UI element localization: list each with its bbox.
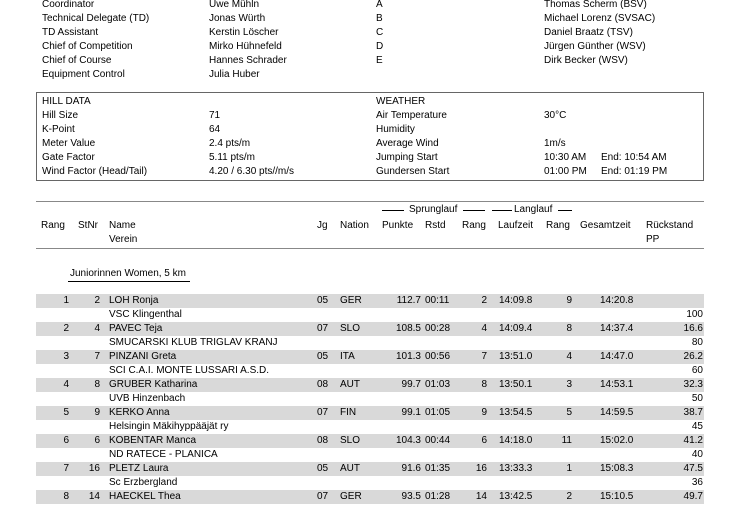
result-row [36, 378, 704, 392]
jump-points: 101.3 [395, 351, 421, 362]
nation: AUT [340, 379, 360, 390]
jump-rank: 6 [481, 435, 487, 446]
hill-value: 71 [209, 110, 221, 121]
result-row [36, 322, 704, 336]
hill-label: Meter Value [42, 138, 96, 149]
result-club-row [36, 364, 704, 378]
result-club-row [36, 392, 704, 406]
header-gesamtzeit: Gesamtzeit [580, 220, 631, 231]
birth-year: 05 [317, 295, 329, 306]
rank: 7 [63, 463, 69, 474]
pp-points: 60 [691, 365, 703, 376]
result-row [36, 434, 704, 448]
jump-time-gap: 00:44 [425, 435, 451, 446]
jump-rank: 14 [475, 491, 487, 502]
hill-label: Wind Factor (Head/Tail) [42, 166, 148, 177]
header-jg: Jg [317, 220, 328, 231]
total-time: 15:02.0 [600, 435, 634, 446]
rank: 8 [63, 491, 69, 502]
jump-rank: 2 [481, 295, 487, 306]
hill-label: Hill Size [42, 110, 79, 121]
xc-time: 13:42.5 [499, 491, 533, 502]
official-name: Kerstin Löscher [209, 27, 279, 38]
jump-points: 93.5 [401, 491, 421, 502]
judge-name: Jürgen Günther (WSV) [544, 41, 646, 52]
nation: FIN [340, 407, 357, 418]
jump-points: 99.7 [401, 379, 421, 390]
xc-time: 14:09.4 [499, 323, 533, 334]
official-role: Coordinator [42, 0, 95, 10]
club: Sc Erzbergland [109, 477, 178, 488]
header-punkte: Punkte [382, 220, 414, 231]
category-title: Juniorinnen Women, 5 km [70, 268, 186, 279]
result-club-row [36, 308, 704, 322]
total-time: 15:10.5 [600, 491, 634, 502]
result-row [36, 294, 704, 308]
weather-value: 1m/s [544, 138, 566, 149]
bib: 16 [88, 463, 100, 474]
result-club-row [36, 420, 704, 434]
birth-year: 07 [317, 323, 329, 334]
birth-year: 08 [317, 435, 329, 446]
header-verein: Verein [109, 234, 138, 245]
total-time: 14:47.0 [600, 351, 634, 362]
weather-extra: End: 01:19 PM [601, 166, 668, 177]
club: VSC Klingenthal [109, 309, 182, 320]
time-behind: 32.3 [683, 379, 703, 390]
official-role: Chief of Competition [42, 41, 133, 52]
athlete-name: PAVEC Teja [109, 323, 163, 334]
time-behind: 38.7 [683, 407, 703, 418]
results-header-rule [36, 248, 704, 249]
official-name: Hannes Schrader [209, 55, 287, 66]
pp-points: 36 [691, 477, 703, 488]
judge-letter: E [376, 55, 383, 66]
bib: 4 [94, 323, 100, 334]
xc-time: 13:51.0 [499, 351, 533, 362]
athlete-name: GRUBER Katharina [109, 379, 198, 390]
nation: GER [340, 295, 362, 306]
group-rule-left-xc [492, 210, 512, 211]
official-name: Uwe Mühln [209, 0, 260, 10]
official-role: Equipment Control [42, 69, 125, 80]
weather-extra: End: 10:54 AM [601, 152, 667, 163]
club: Helsingin Mäkihyppääjät ry [109, 421, 229, 432]
judge-letter: B [376, 13, 383, 24]
xc-rank: 5 [566, 407, 572, 418]
nation: SLO [340, 435, 361, 446]
club: SMUCARSKI KLUB TRIGLAV KRANJ [109, 337, 278, 348]
bib: 14 [88, 491, 100, 502]
header-nation: Nation [340, 220, 369, 231]
jump-rank: 7 [481, 351, 487, 362]
athlete-name: HAECKEL Thea [109, 491, 181, 502]
nation: ITA [340, 351, 355, 362]
xc-rank: 3 [566, 379, 572, 390]
header-rang: Rang [41, 220, 65, 231]
result-club-row [36, 336, 704, 350]
judge-letter: D [376, 41, 384, 52]
club: UVB Hinzenbach [109, 393, 186, 404]
club: ND RATECE - PLANICA [109, 449, 218, 460]
hill-data-heading: HILL DATA [42, 96, 91, 107]
jump-points: 108.5 [395, 323, 421, 334]
jump-points: 104.3 [395, 435, 421, 446]
hill-label: Gate Factor [42, 152, 95, 163]
xc-rank: 8 [566, 323, 572, 334]
time-behind: 16.6 [683, 323, 703, 334]
xc-time: 13:33.3 [499, 463, 533, 474]
rank: 5 [63, 407, 69, 418]
header-rueckstand: Rückstand [646, 220, 694, 231]
result-row [36, 350, 704, 364]
bib: 2 [94, 295, 100, 306]
total-time: 14:37.4 [600, 323, 634, 334]
header-rang-xc: Rang [546, 220, 570, 231]
xc-time: 13:50.1 [499, 379, 533, 390]
bib: 9 [94, 407, 100, 418]
rank: 4 [63, 379, 69, 390]
judge-name: Michael Lorenz (SVSAC) [544, 13, 656, 24]
birth-year: 05 [317, 351, 329, 362]
time-behind: 49.7 [683, 491, 703, 502]
official-name: Mirko Hühnefeld [209, 41, 282, 52]
athlete-name: PINZANI Greta [109, 351, 177, 362]
judge-letter: C [376, 27, 384, 38]
official-role: Technical Delegate (TD) [42, 13, 150, 24]
hill-label: K-Point [42, 124, 75, 135]
xc-rank: 2 [566, 491, 572, 502]
result-row [36, 462, 704, 476]
weather-heading: WEATHER [376, 96, 426, 107]
rank: 2 [63, 323, 69, 334]
result-club-row [36, 448, 704, 462]
official-role: Chief of Course [42, 55, 112, 66]
hill-value: 64 [209, 124, 221, 135]
header-group-langlauf: Langlauf [514, 204, 553, 215]
jump-time-gap: 00:56 [425, 351, 451, 362]
bib: 7 [94, 351, 100, 362]
xc-time: 14:09.8 [499, 295, 533, 306]
official-name: Julia Huber [209, 69, 260, 80]
total-time: 15:08.3 [600, 463, 634, 474]
rank: 6 [63, 435, 69, 446]
hill-value: 4.20 / 6.30 pts//m/s [209, 166, 295, 177]
athlete-name: KERKO Anna [109, 407, 170, 418]
weather-label: Gundersen Start [376, 166, 450, 177]
pp-points: 100 [686, 309, 703, 320]
official-role: TD Assistant [42, 27, 99, 38]
hill-value: 5.11 pts/m [209, 152, 255, 163]
result-club-row [36, 476, 704, 490]
header-stnr: StNr [78, 220, 98, 231]
jump-rank: 9 [481, 407, 487, 418]
judge-name: Daniel Braatz (TSV) [544, 27, 633, 38]
total-time: 14:59.5 [600, 407, 634, 418]
jump-rank: 16 [475, 463, 487, 474]
pp-points: 40 [691, 449, 703, 460]
weather-value: 10:30 AM [544, 152, 587, 163]
jump-time-gap: 01:05 [425, 407, 451, 418]
hill-value: 2.4 pts/m [209, 138, 251, 149]
total-time: 14:20.8 [600, 295, 634, 306]
weather-label: Air Temperature [376, 110, 447, 121]
xc-rank: 11 [561, 435, 572, 446]
jump-points: 99.1 [401, 407, 421, 418]
judge-name: Dirk Becker (WSV) [544, 55, 628, 66]
rank: 1 [63, 295, 69, 306]
time-behind: 47.5 [683, 463, 703, 474]
group-rule-right-xc [558, 210, 572, 211]
judge-name: Thomas Scherm (BSV) [544, 0, 647, 10]
time-behind: 26.2 [683, 351, 703, 362]
xc-time: 14:18.0 [499, 435, 533, 446]
weather-value: 30°C [544, 110, 567, 121]
birth-year: 08 [317, 379, 329, 390]
official-name: Jonas Würth [209, 13, 266, 24]
xc-rank: 4 [566, 351, 572, 362]
header-laufzeit: Laufzeit [498, 220, 534, 231]
athlete-name: LOH Ronja [109, 295, 159, 306]
bib: 6 [94, 435, 100, 446]
xc-time: 13:54.5 [499, 407, 533, 418]
jump-time-gap: 00:28 [425, 323, 451, 334]
nation: GER [340, 491, 362, 502]
header-group-sprunglauf: Sprunglauf [409, 204, 458, 215]
group-rule-right-jump [463, 210, 485, 211]
jump-time-gap: 01:03 [425, 379, 451, 390]
weather-label: Jumping Start [376, 152, 438, 163]
xc-rank: 1 [566, 463, 572, 474]
header-pp: PP [646, 234, 660, 245]
nation: SLO [340, 323, 361, 334]
jump-time-gap: 00:11 [425, 295, 450, 306]
pp-points: 45 [691, 421, 703, 432]
weather-label: Average Wind [376, 138, 439, 149]
athlete-name: KOBENTAR Manca [109, 435, 197, 446]
nation: AUT [340, 463, 360, 474]
pp-points: 80 [691, 337, 703, 348]
jump-rank: 8 [481, 379, 487, 390]
rank: 3 [63, 351, 69, 362]
club: SCI C.A.I. MONTE LUSSARI A.S.D. [109, 365, 270, 376]
jump-points: 91.6 [401, 463, 421, 474]
birth-year: 07 [317, 491, 329, 502]
header-name: Name [109, 220, 136, 231]
athlete-name: PLETZ Laura [109, 463, 169, 474]
jump-time-gap: 01:28 [425, 491, 451, 502]
jump-points: 112.7 [396, 295, 421, 306]
result-row [36, 406, 704, 420]
birth-year: 07 [317, 407, 329, 418]
header-rstd: Rstd [425, 220, 446, 231]
weather-value: 01:00 PM [544, 166, 587, 177]
time-behind: 41.2 [683, 435, 703, 446]
result-row [36, 490, 704, 504]
result-club-row [36, 504, 704, 518]
pp-points: 50 [691, 393, 703, 404]
jump-time-gap: 01:35 [425, 463, 451, 474]
total-time: 14:53.1 [600, 379, 634, 390]
group-rule-left-jump [382, 210, 404, 211]
birth-year: 05 [317, 463, 329, 474]
results-top-rule [36, 201, 704, 202]
weather-label: Humidity [376, 124, 415, 135]
judge-letter: A [376, 0, 383, 10]
category-underline [68, 281, 190, 282]
header-rang-jump: Rang [462, 220, 486, 231]
jump-rank: 4 [481, 323, 487, 334]
bib: 8 [94, 379, 100, 390]
xc-rank: 9 [566, 295, 572, 306]
